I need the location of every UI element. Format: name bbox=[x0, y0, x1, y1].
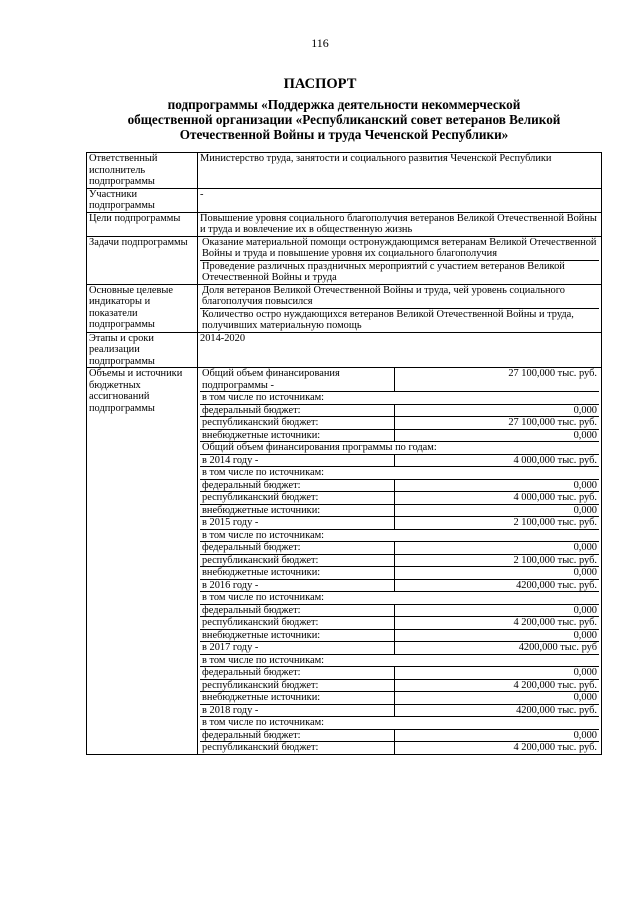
funding-row bbox=[200, 567, 599, 580]
funding-label: федеральный бюджет: bbox=[200, 729, 395, 742]
funding-label: внебюджетные источники: bbox=[200, 504, 395, 517]
funding-value: 0,000 bbox=[395, 404, 600, 417]
funding-label: в 2014 году - bbox=[200, 454, 395, 467]
funding-label: внебюджетные источники: bbox=[200, 567, 395, 580]
row-value: Повышение уровня социального благополучия ветеранов Великой Отечественной Войны и труда и вовлечение их в общественную жизнь bbox=[198, 212, 602, 236]
row-responsible bbox=[87, 153, 602, 189]
funding-value: 0,000 bbox=[395, 504, 600, 517]
funding-row bbox=[200, 417, 599, 430]
funding-row bbox=[200, 629, 599, 642]
subtitle-line: общественной организации «Республиканский совет ветеранов Великой bbox=[127, 112, 561, 127]
funding-row bbox=[200, 442, 599, 455]
row-label: Этапы и сроки реализации подпрограммы bbox=[87, 332, 198, 368]
funding-label: федеральный бюджет: bbox=[200, 667, 395, 680]
funding-row bbox=[200, 642, 599, 655]
funding-row bbox=[200, 729, 599, 742]
funding-label: в 2018 году - bbox=[200, 704, 395, 717]
document-title: ПАСПОРТ bbox=[283, 76, 357, 92]
funding-value: 4200,000 тыс. руб bbox=[395, 642, 600, 655]
funding-value: 0,000 bbox=[395, 667, 600, 680]
task-item: Проведение различных праздничных мероприятий с участием ветеранов Великой Отечественной Войны и труда bbox=[200, 260, 599, 284]
funding-label: республиканский бюджет: bbox=[200, 742, 395, 754]
funding-section-label: в том числе по источникам: bbox=[200, 392, 599, 405]
funding-value: 4 000,000 тыс. руб. bbox=[395, 492, 600, 505]
row-value: Министерство труда, занятости и социального развития Чеченской Республики bbox=[198, 153, 602, 189]
funding-value: 0,000 bbox=[395, 692, 600, 705]
funding-value: 0,000 bbox=[395, 604, 600, 617]
row-stages bbox=[87, 332, 602, 368]
funding-value: 2 100,000 тыс. руб. bbox=[395, 517, 600, 530]
funding-label: внебюджетные источники: bbox=[200, 629, 395, 642]
task-item: Оказание материальной помощи остронуждающимся ветеранам Великой Отечественной Войны и труда и повышение уровня их социального благополучия bbox=[202, 236, 597, 259]
funding-row bbox=[200, 467, 599, 480]
funding-row bbox=[200, 717, 599, 730]
row-funding bbox=[87, 368, 602, 755]
funding-row bbox=[200, 429, 599, 442]
page-number: 116 bbox=[311, 36, 329, 50]
funding-value: 4 000,000 тыс. руб. bbox=[395, 454, 600, 467]
funding-value: 4200,000 тыс. руб. bbox=[395, 704, 600, 717]
funding-row bbox=[200, 542, 599, 555]
funding-value: 4200,000 тыс. руб. bbox=[395, 579, 600, 592]
funding-row bbox=[200, 679, 599, 692]
funding-section-label: в том числе по источникам: bbox=[200, 529, 599, 542]
funding-label: в 2015 году - bbox=[200, 517, 395, 530]
funding-label: федеральный бюджет: bbox=[200, 479, 395, 492]
row-value bbox=[198, 236, 602, 284]
funding-value: 0,000 bbox=[395, 567, 600, 580]
funding-row bbox=[200, 454, 599, 467]
subtitle-line: подпрограммы «Поддержка деятельности некоммерческой bbox=[167, 97, 521, 112]
funding-value: 0,000 bbox=[395, 542, 600, 555]
row-label: Объемы и источники бюджетных ассигнований подпрограммы bbox=[87, 368, 198, 755]
funding-row bbox=[200, 392, 599, 405]
row-value bbox=[198, 284, 602, 332]
funding-row bbox=[200, 492, 599, 505]
funding-value: 4 200,000 тыс. руб. bbox=[395, 679, 600, 692]
subtitle-line: Отечественной Войны и труда Чеченской Республики» bbox=[179, 127, 509, 142]
funding-table bbox=[200, 368, 599, 754]
funding-label: республиканский бюджет: bbox=[200, 492, 395, 505]
funding-row bbox=[200, 504, 599, 517]
passport-table bbox=[86, 152, 602, 755]
funding-section-label: в том числе по источникам: bbox=[200, 467, 599, 480]
funding-value: 4 200,000 тыс. руб. bbox=[395, 617, 600, 630]
row-label: Ответственный исполнитель подпрограммы bbox=[87, 153, 198, 189]
funding-value: 4 200,000 тыс. руб. bbox=[395, 742, 600, 754]
funding-row bbox=[200, 704, 599, 717]
funding-value: 27 100,000 тыс. руб. bbox=[395, 417, 600, 430]
funding-label: республиканский бюджет: bbox=[200, 554, 395, 567]
funding-cell bbox=[198, 368, 602, 755]
funding-row bbox=[200, 604, 599, 617]
row-indicators bbox=[87, 284, 602, 332]
row-tasks bbox=[87, 236, 602, 284]
funding-value: 0,000 bbox=[395, 629, 600, 642]
row-goals bbox=[87, 212, 602, 236]
funding-value: 2 100,000 тыс. руб. bbox=[395, 554, 600, 567]
funding-label: федеральный бюджет: bbox=[200, 604, 395, 617]
funding-label: Общий объем финансирования подпрограммы - bbox=[200, 368, 395, 392]
funding-row bbox=[200, 617, 599, 630]
funding-section-label: в том числе по источникам: bbox=[200, 654, 599, 667]
funding-row bbox=[200, 742, 599, 754]
funding-row bbox=[200, 404, 599, 417]
row-value: 2014-2020 bbox=[198, 332, 602, 368]
funding-row bbox=[200, 692, 599, 705]
funding-value: 27 100,000 тыс. руб. bbox=[395, 368, 600, 392]
funding-row bbox=[200, 517, 599, 530]
funding-row bbox=[200, 368, 599, 392]
funding-label: в 2017 году - bbox=[200, 642, 395, 655]
funding-row bbox=[200, 654, 599, 667]
funding-label: в 2016 году - bbox=[200, 579, 395, 592]
funding-label: федеральный бюджет: bbox=[200, 542, 395, 555]
row-label: Основные целевые индикаторы и показатели подпрограммы bbox=[87, 284, 198, 332]
funding-section-label: Общий объем финансирования программы по годам: bbox=[200, 442, 599, 455]
funding-row bbox=[200, 592, 599, 605]
funding-row bbox=[200, 667, 599, 680]
funding-value: 0,000 bbox=[395, 729, 600, 742]
row-label: Задачи подпрограммы bbox=[87, 236, 198, 284]
funding-label: республиканский бюджет: bbox=[200, 417, 395, 430]
funding-value: 0,000 bbox=[395, 429, 600, 442]
funding-value: 0,000 bbox=[395, 479, 600, 492]
funding-section-label: в том числе по источникам: bbox=[200, 592, 599, 605]
funding-row bbox=[200, 579, 599, 592]
funding-row bbox=[200, 479, 599, 492]
indicator-item: Количество остро нуждающихся ветеранов Великой Отечественной Войны и труда, получивших материальную помощь bbox=[200, 308, 599, 332]
funding-label: внебюджетные источники: bbox=[200, 429, 395, 442]
funding-label: федеральный бюджет: bbox=[200, 404, 395, 417]
funding-label: внебюджетные источники: bbox=[200, 692, 395, 705]
document-subtitle bbox=[84, 97, 604, 142]
row-label: Цели подпрограммы bbox=[87, 212, 198, 236]
indicator-item: Доля ветеранов Великой Отечественной Войны и труда, чей уровень социального благополучия повысился bbox=[202, 284, 565, 307]
funding-section-label: в том числе по источникам: bbox=[200, 717, 599, 730]
funding-row bbox=[200, 554, 599, 567]
funding-label: республиканский бюджет: bbox=[200, 679, 395, 692]
row-participants bbox=[87, 188, 602, 212]
row-value: - bbox=[198, 188, 602, 212]
row-label: Участники подпрограммы bbox=[87, 188, 198, 212]
funding-row bbox=[200, 529, 599, 542]
funding-label: республиканский бюджет: bbox=[200, 617, 395, 630]
